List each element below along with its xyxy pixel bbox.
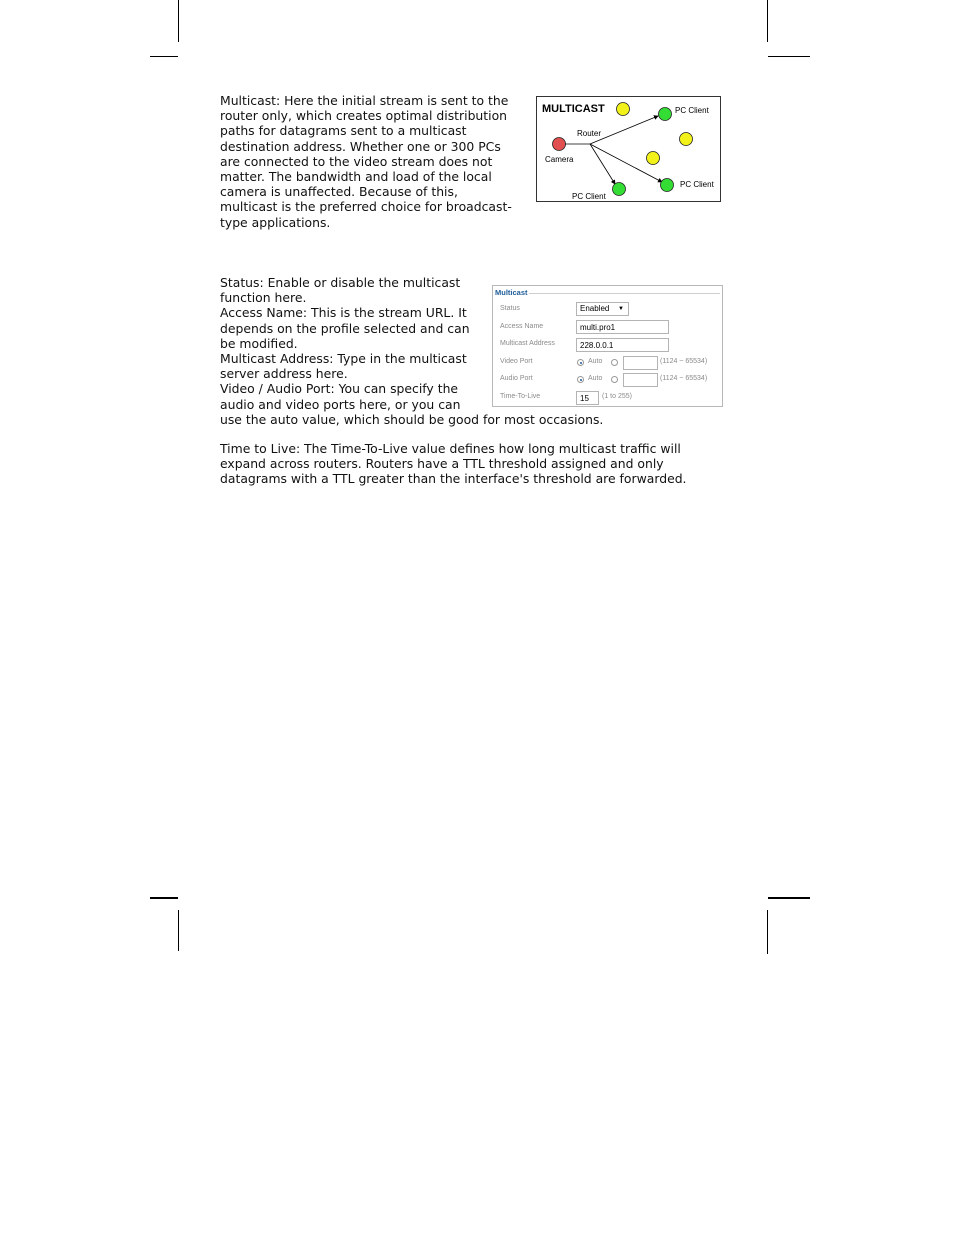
router-label: Router [577,129,602,138]
video-port-auto-label: Auto [588,358,603,365]
client-label-bottom: PC Client [572,192,606,201]
crop-mark [178,0,179,42]
panel-divider [529,293,720,294]
client-node [613,183,626,196]
access-name-input[interactable]: multi.pro1 [576,320,669,334]
idle-node [680,133,693,146]
audio-port-input[interactable] [623,373,658,387]
multicast-paragraph: Multicast: Here the initial stream is sent to the router only, which creates optimal distribution paths for datagrams sent to a multicast destination address. Whether one or 300 PCs are connected to the video stream does not matter. The bandwidth and load of the local camera is unaffected. Because of this, multicast is the preferred choice for broadcast- type applications. [220,93,512,230]
ttl-range-hint: (1 to 255) [602,393,632,400]
arrow-to-bottom-client [590,144,615,184]
crop-mark [178,910,179,951]
crop-mark [150,897,178,899]
settings-paragraph: Status: Enable or disable the multicast function here. Access Name: This is the stream URL. It depends on the profile selected and can be modified. Multicast Address: Type in the multicast server address here. Video / Audio Port: You can specify the audio and video ports here, or you can use the auto value, which should be good for most occasions. [220,275,604,427]
panel-title: Multicast [495,288,528,297]
multicast-settings-panel [492,285,723,407]
status-select[interactable] [576,302,629,316]
ttl-paragraph: Time to Live: The Time-To-Live value defines how long multicast traffic will expand across routers. Routers have a TTL threshold assigned and only datagrams with a TTL greater than the interface's threshold are forwarded. [220,441,687,487]
client-label-top: PC Client [675,106,709,115]
idle-node [647,152,660,165]
video-port-label: Video Port [500,358,533,365]
camera-label: Camera [545,155,574,164]
diagram-title: MULTICAST [542,103,605,115]
client-node [661,179,674,192]
crop-mark [768,897,810,899]
audio-port-range-hint: (1124 ~ 65534) [660,375,708,382]
audio-port-manual-radio[interactable] [611,376,618,383]
crop-mark [768,56,810,57]
audio-port-auto-label: Auto [588,375,603,382]
ttl-input[interactable]: 15 [576,391,599,405]
multicast-diagram [536,96,721,202]
video-port-manual-radio[interactable] [611,359,618,366]
video-port-auto-radio[interactable] [577,359,584,366]
status-label: Status [500,305,520,312]
audio-port-auto-radio[interactable] [577,376,584,383]
multicast-address-input[interactable]: 228.0.0.1 [576,338,669,352]
client-label-right: PC Client [680,180,714,189]
ttl-label: Time-To-Live [500,393,541,400]
camera-node [553,138,566,151]
crop-mark [150,56,178,57]
idle-node [617,103,630,116]
client-node [659,108,672,121]
crop-mark [767,910,768,954]
video-port-range-hint: (1124 ~ 65534) [660,358,708,365]
video-port-input[interactable] [623,356,658,370]
access-name-label: Access Name [500,323,544,330]
audio-port-label: Audio Port [500,375,533,382]
status-value: Enabled [580,304,610,313]
multicast-address-label: Multicast Address [500,340,555,347]
chevron-down-icon: ▼ [618,306,624,312]
crop-mark [767,0,768,42]
